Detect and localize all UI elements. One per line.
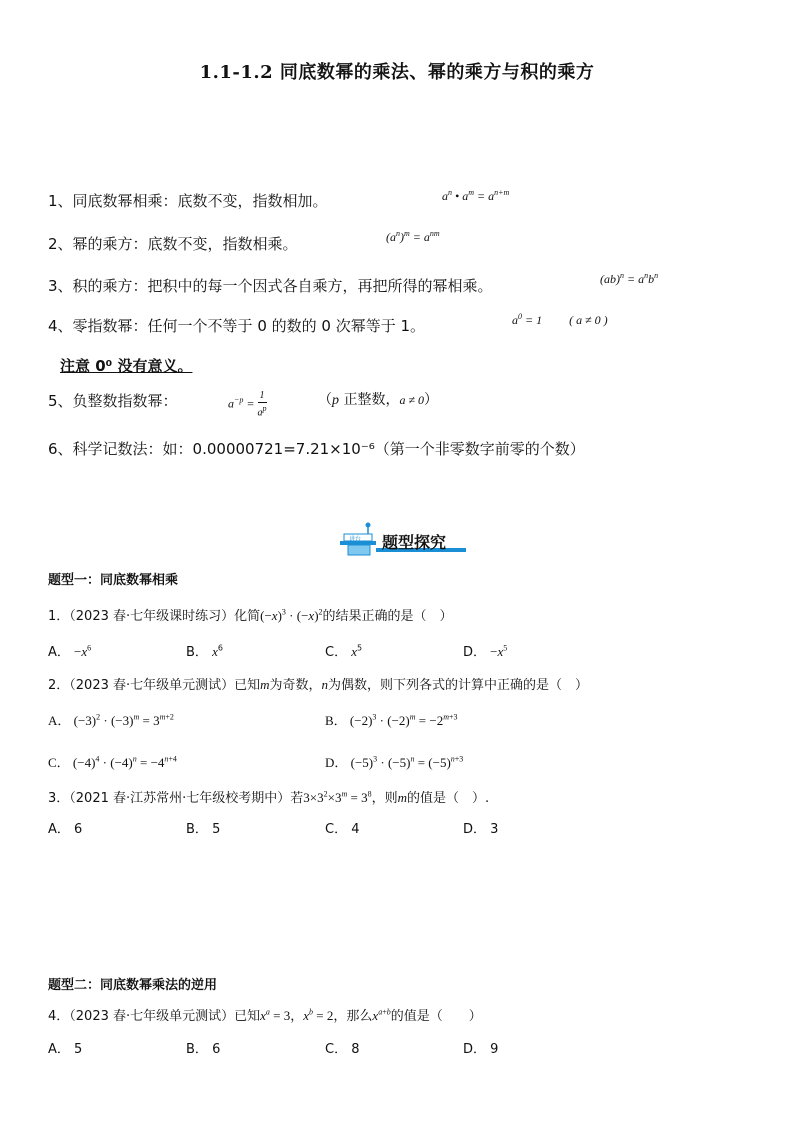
q1-option-b[interactable]: B． $x^6$ xyxy=(186,643,223,660)
q3-option-a[interactable]: A． 6 xyxy=(48,822,83,837)
q4-option-a[interactable]: A． 5 xyxy=(48,1042,83,1057)
q3-option-b[interactable]: B． 5 xyxy=(186,822,221,837)
rule-3: 3、积的乘方：把积中的每一个因式各自乘方，再把所得的幂相乘。 xyxy=(48,277,493,295)
question-2: 2．（2023 春·七年级单元测试）已知m为奇数，n为偶数，则下列各式的计算中正确的是（ ） xyxy=(48,677,589,693)
q4-option-c[interactable]: C． 8 xyxy=(325,1042,360,1057)
formula-power-of-power: $(a^n)^m = a^{nm}$ xyxy=(386,229,440,244)
question-1: 1．（2023 春·七年级课时练习）化简$(-x)^3 \cdot (-x)^2$的结果正确的是（ ） xyxy=(48,607,453,624)
rule-2: 2、幂的乘方：底数不变，指数相乘。 xyxy=(48,235,298,253)
note-zero-power: 注意 0⁰ 没有意义。 xyxy=(60,357,193,375)
rule-6: 6、科学记数法：如：0.00000721=7.21×10⁻⁶（第一个非零数字前零的个数） xyxy=(48,440,585,458)
rule-5-condition: （p 正整数，a ≠ 0） xyxy=(318,392,439,408)
rule-4: 4、零指数幂：任何一个不等于 0 的数的 0 次幂等于 1。 xyxy=(48,317,426,335)
q2-option-a[interactable]: A． $(-3)^2 \cdot (-3)^m = 3^{m+2}$ xyxy=(48,712,174,728)
rule-5: 5、负整数指数幂： xyxy=(48,392,178,410)
q1-option-c[interactable]: C． $x^5$ xyxy=(325,643,363,660)
question-3: 3．（2021 春·江苏常州·七年级校考期中）若$3\times 3^2\times 3^m = 3^8$，则m的值是（ ）. xyxy=(48,789,490,806)
q4-option-d[interactable]: D． 9 xyxy=(463,1042,499,1057)
section-1-heading: 题型一：同底数幂相乘 xyxy=(48,573,179,588)
formula-same-base-multiply: $a^n$ • $a^m = a^{n+m}$ xyxy=(442,188,510,203)
q1-option-a[interactable]: A． $-x^6$ xyxy=(48,643,92,660)
formula-negative-exponent: $a^{-p}$ = $\frac{1}{a^p}$ xyxy=(228,390,267,419)
formula-zero-exponent: $a^0 = 1$ ( a ≠ 0 ) xyxy=(512,312,608,327)
q3-option-c[interactable]: C． 4 xyxy=(325,822,360,837)
q2-option-b[interactable]: B． $(-2)^3 \cdot (-2)^m = -2^{m+3}$ xyxy=(325,712,458,728)
question-4: 4．（2023 春·七年级单元测试）已知$x^a = 3$，$x^b = 2$，那么$x^{a+b}$的值是（ ） xyxy=(48,1007,482,1024)
q4-option-b[interactable]: B． 6 xyxy=(186,1042,221,1057)
q2-option-d[interactable]: D． $(-5)^3 \cdot (-5)^n = (-5)^{n+3}$ xyxy=(325,754,464,770)
q2-option-c[interactable]: C． $(-4)^4 \cdot (-4)^n = -4^{n+4}$ xyxy=(48,754,177,770)
q3-option-d[interactable]: D． 3 xyxy=(463,822,499,837)
badge-label: 题型探究 xyxy=(382,533,447,552)
formula-power-of-product: $(ab)^n = a^nb^n$ xyxy=(600,271,659,286)
section-2-heading: 题型二：同底数幂乘法的逆用 xyxy=(48,978,218,993)
page-title: 1.1-1.2 同底数幂的乘法、幂的乘方与积的乘方 xyxy=(199,62,595,83)
badge-flag-text: 讲台 xyxy=(349,536,362,543)
section-badge xyxy=(340,522,470,556)
rule-1: 1、同底数幂相乘：底数不变，指数相加。 xyxy=(48,192,328,210)
q1-option-d[interactable]: D． $-x^5$ xyxy=(463,643,508,660)
